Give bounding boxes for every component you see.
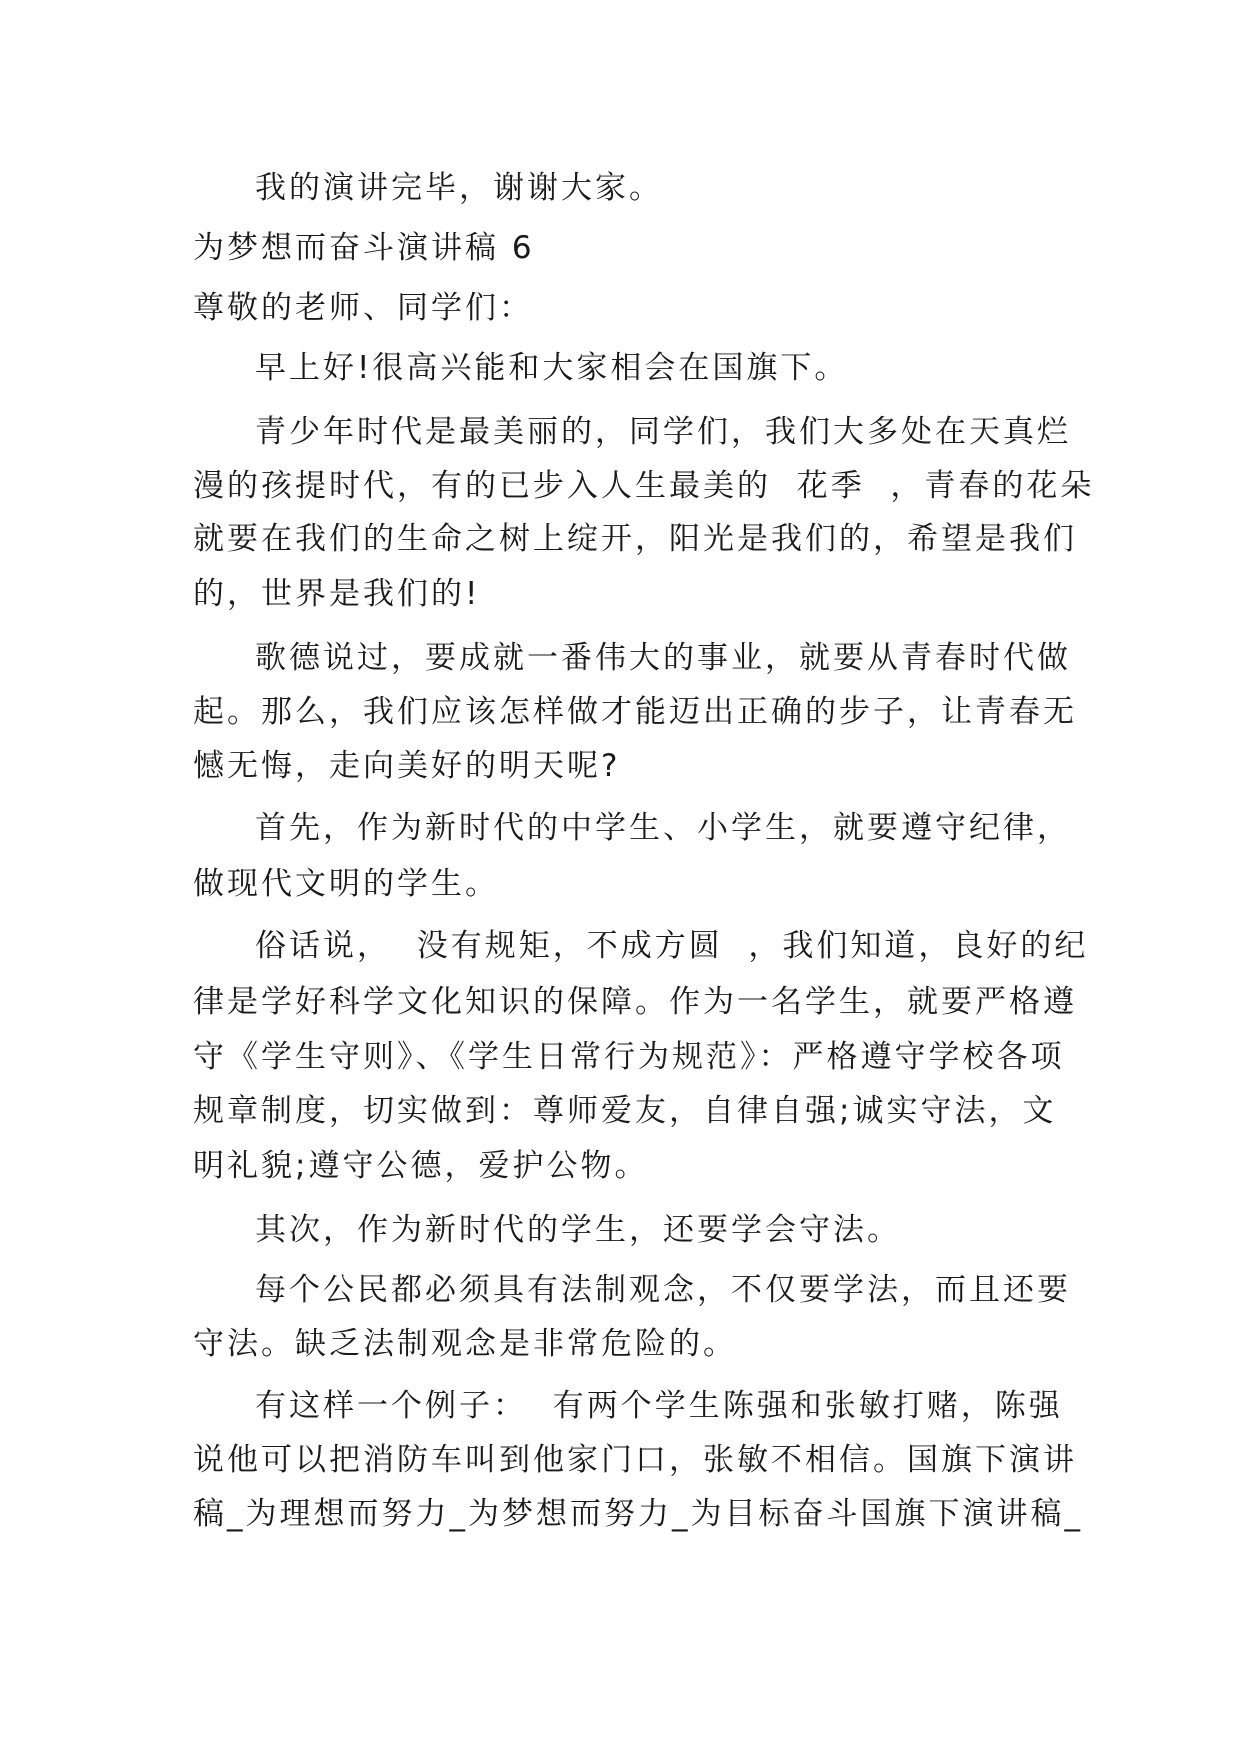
section-heading: 为梦想而奋斗演讲稿 6 xyxy=(193,230,535,266)
paragraph-line: 就要在我们的生命之树上绽开，阳光是我们的，希望是我们 xyxy=(193,521,1077,557)
paragraph-line: 早上好!很高兴能和大家相会在国旗下。 xyxy=(255,350,849,386)
paragraph-line: 说他可以把消防车叫到他家门口，张敏不相信。国旗下演讲 xyxy=(193,1442,1077,1478)
paragraph-line: 守法。缺乏法制观念是非常危险的。 xyxy=(193,1326,737,1362)
paragraph-line: 做现代文明的学生。 xyxy=(193,866,499,902)
paragraph-line: 漫的孩提时代，有的已步入人生最美的 花季 ，青春的花朵 xyxy=(193,468,1095,504)
paragraph-line: 有这样一个例子： 有两个学生陈强和张敏打赌，陈强 xyxy=(255,1388,1063,1424)
paragraph-line: 憾无悔，走向美好的明天呢? xyxy=(193,748,621,784)
paragraph-line: 明礼貌;遵守公德，爱护公物。 xyxy=(193,1148,649,1184)
paragraph-line: 守《学生守则》、《学生日常行为规范》：严格遵守学校各项 xyxy=(193,1039,1065,1075)
paragraph-line: 青少年时代是最美丽的，同学们，我们大多处在天真烂 xyxy=(255,414,1071,450)
paragraph-line: 歌德说过，要成就一番伟大的事业，就要从青春时代做 xyxy=(255,640,1071,676)
paragraph-line: 起。那么，我们应该怎样做才能迈出正确的步子，让青春无 xyxy=(193,694,1077,730)
paragraph-line: 的，世界是我们的! xyxy=(193,576,481,612)
paragraph-line: 稿_为理想而努力_为梦想而努力_为目标奋斗国旗下演讲稿_ xyxy=(193,1496,1083,1532)
paragraph-line: 首先，作为新时代的中学生、小学生，就要遵守纪律， xyxy=(255,810,1071,846)
paragraph-line: 俗话说， 没有规矩，不成方圆 ，我们知道，良好的纪 xyxy=(255,928,1089,964)
salutation: 尊敬的老师、同学们： xyxy=(193,290,533,326)
paragraph-line: 其次，作为新时代的学生，还要学会守法。 xyxy=(255,1212,901,1248)
paragraph-line: 律是学好科学文化知识的保障。作为一名学生，就要严格遵 xyxy=(193,984,1077,1020)
closing-line: 我的演讲完毕，谢谢大家。 xyxy=(255,170,663,206)
paragraph-line: 每个公民都必须具有法制观念，不仅要学法，而且还要 xyxy=(255,1272,1071,1308)
paragraph-line: 规章制度，切实做到：尊师爱友，自律自强;诚实守法，文 xyxy=(193,1093,1057,1129)
